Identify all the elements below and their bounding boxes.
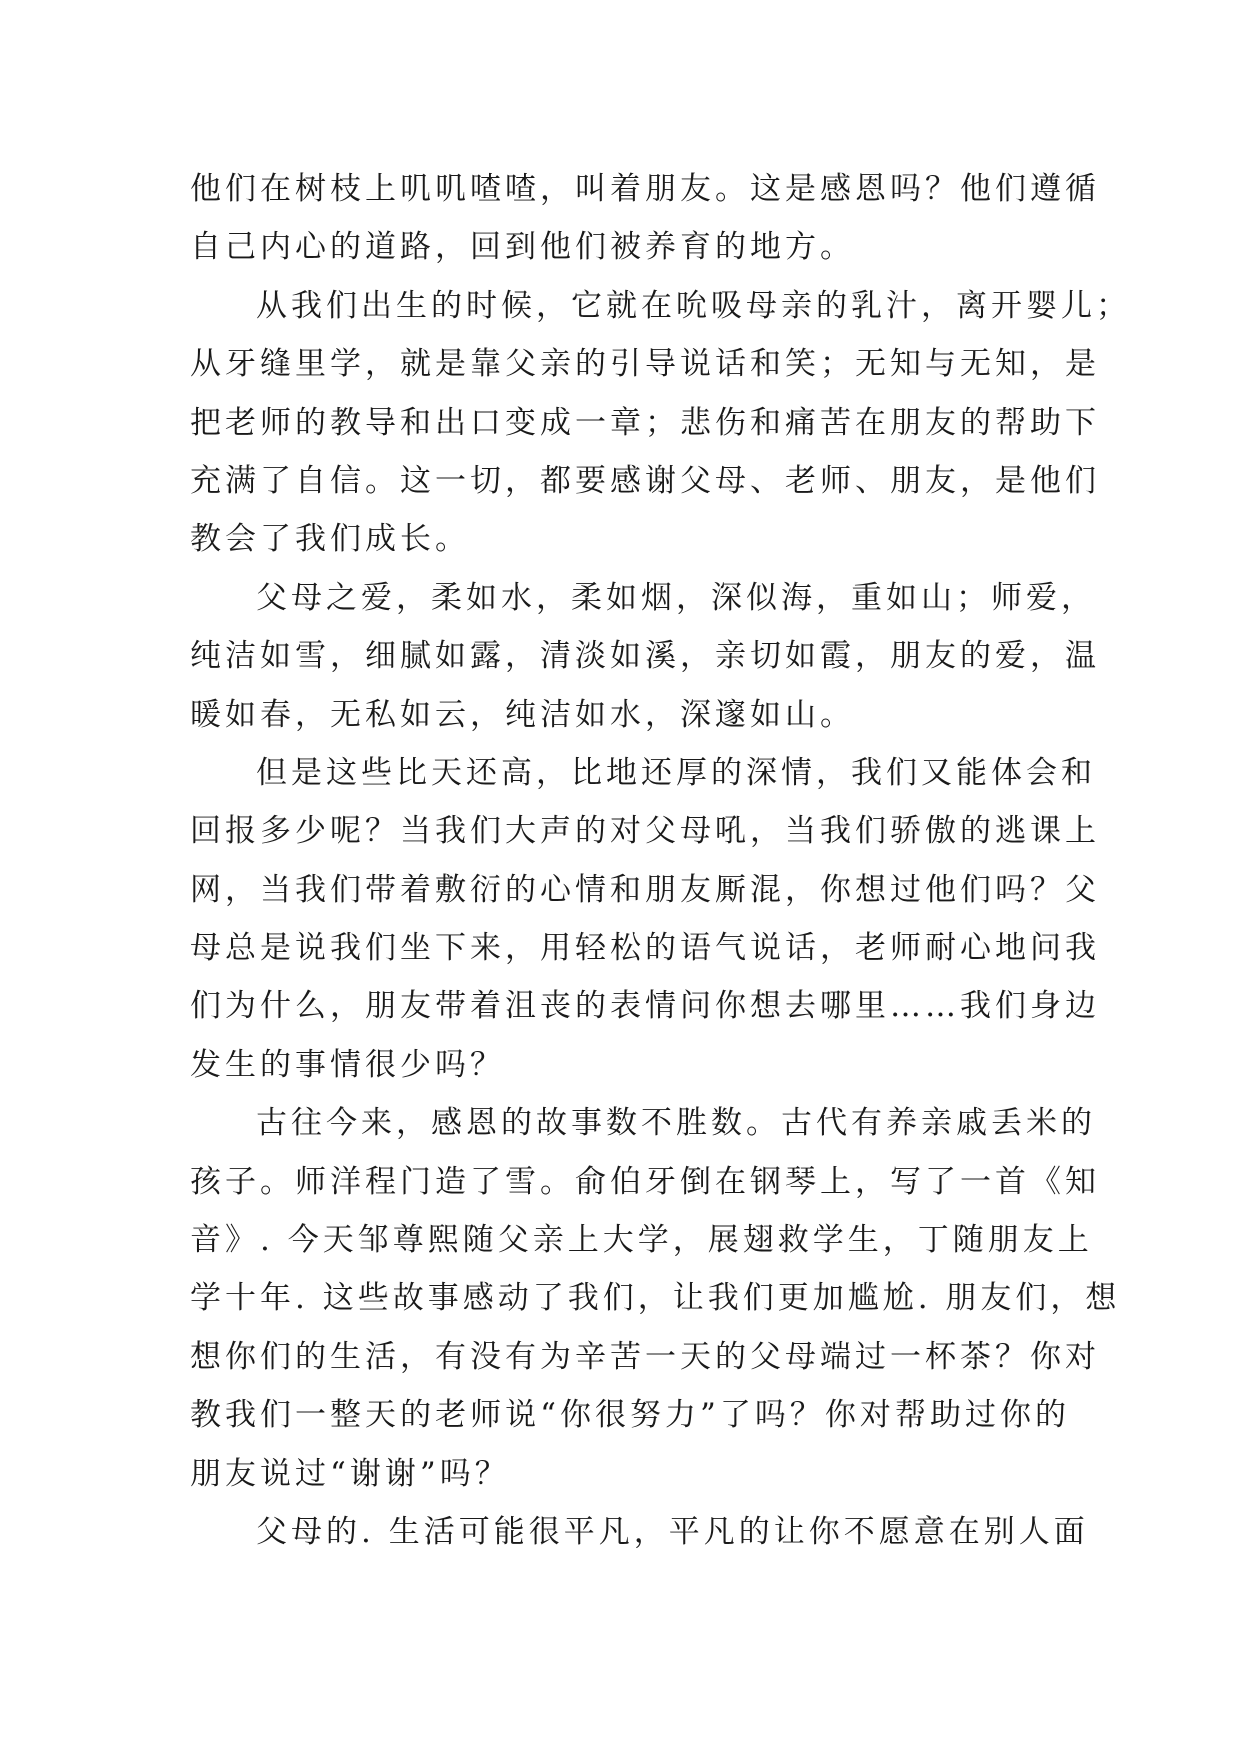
paragraph-first-line: 古往今来，感恩的故事数不胜数。古代有养亲戚丢米的 — [256, 1105, 1096, 1142]
text-line: 母总是说我们坐下来，用轻松的语气说话，老师耐心地问我 — [190, 930, 1100, 967]
text-line: 学十年. 这些故事感动了我们，让我们更加尴尬. 朋友们，想 — [190, 1280, 1121, 1317]
text-line: 充满了自信。这一切，都要感谢父母、老师、朋友，是他们 — [190, 462, 1100, 499]
text-line: 教会了我们成长。 — [190, 521, 470, 558]
text-line: 自己内心的道路，回到他们被养育的地方。 — [190, 229, 855, 266]
text-line: 纯洁如雪，细腻如露，清淡如溪，亲切如霞，朋友的爱，温 — [190, 638, 1100, 675]
text-line: 他们在树枝上叽叽喳喳，叫着朋友。这是感恩吗？他们遵循 — [190, 171, 1100, 207]
paragraph-first-line: 但是这些比天还高，比地还厚的深情，我们又能体会和 — [256, 754, 1096, 791]
text-line: 音》. 今天邹尊熙随父亲上大学，展翅救学生，丁随朋友上 — [190, 1222, 1093, 1259]
text-line: 们为什么，朋友带着沮丧的表情问你想去哪里……我们身边 — [190, 988, 1100, 1025]
document-body-text — [190, 160, 1131, 1561]
text-line: 网，当我们带着敷衍的心情和朋友厮混，你想过他们吗？父 — [190, 871, 1100, 908]
text-line: 把老师的教导和出口变成一章；悲伤和痛苦在朋友的帮助下 — [190, 404, 1100, 441]
text-line: 想你们的生活，有没有为辛苦一天的父母端过一杯茶？你对 — [190, 1338, 1100, 1375]
text-line: 朋友说过“谢谢”吗？ — [190, 1455, 510, 1492]
text-line: 发生的事情很少吗？ — [190, 1046, 505, 1083]
paragraph-first-line: 父母之爱，柔如水，柔如烟，深似海，重如山；师爱， — [256, 579, 1096, 616]
text-line: 教我们一整天的老师说“你很努力”了吗？你对帮助过你的 — [190, 1397, 1070, 1434]
text-line: 从牙缝里学，就是靠父亲的引导说话和笑；无知与无知，是 — [190, 346, 1100, 383]
text-line: 暖如春，无私如云，纯洁如水，深邃如山。 — [190, 696, 855, 733]
text-line: 孩子。师洋程门造了雪。俞伯牙倒在钢琴上，写了一首《知 — [190, 1163, 1100, 1200]
text-line: 回报多少呢？当我们大声的对父母吼，当我们骄傲的逃课上 — [190, 813, 1100, 850]
paragraph-first-line: 父母的. 生活可能很平凡，平凡的让你不愿意在别人面 — [256, 1513, 1089, 1550]
paragraph-first-line: 从我们出生的时候，它就在吮吸母亲的乳汁，离开婴儿； — [256, 287, 1131, 324]
